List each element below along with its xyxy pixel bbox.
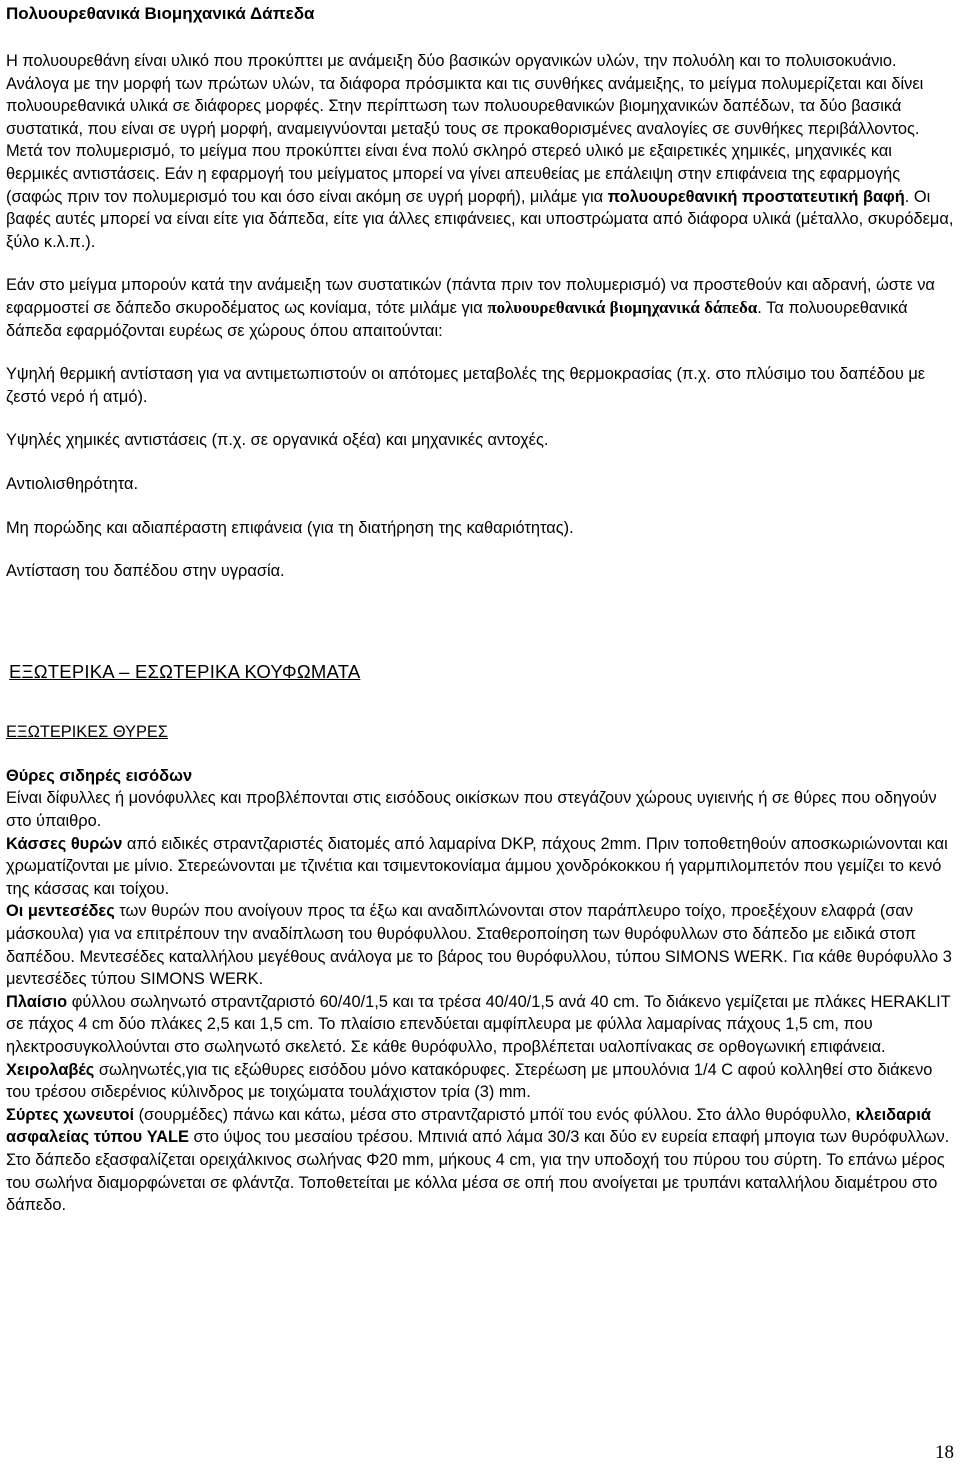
intro-paragraph	[6, 50, 954, 253]
page-number: 18	[935, 1442, 954, 1463]
requirement-item: Μη πορώδης και αδιαπέραστη επιφάνεια (για τη διατήρηση της καθαριότητας).	[6, 518, 574, 537]
frame-text: φύλλου σωληνωτό στραντζαριστό 60/40/1,5 και τα τρέσα 40/40/1,5 ανά 40 cm. Το διάκενο γεμίζεται με πλάκες HERAKLIT σε πάχος 4 cm δύο πλάκες 2,5 και 1,5 cm. Το πλαίσιο επενδύεται αμφίπλευρα με φύλλα λαμαρίνας πάχους 1,5 cm, που ηλεκτροσυγκολλούνται στο σωληνωτό σκελετό. Σε κάθε θυρόφυλλο, προβλέπεται υαλοπίνακας σε ορθογωνική επιφάνεια.	[6, 992, 951, 1056]
bolts-text-1: (σουρμέδες) πάνω και κάτω, μέσα στο στραντζαριστό μπόϊ του ενός φύλλου. Στο άλλο θυρόφυλλο,	[134, 1105, 856, 1124]
doors-heading: Θύρες σιδηρές εισόδων	[6, 766, 193, 785]
frame-term: Πλαίσιο	[6, 992, 68, 1011]
requirement-item: Αντιολισθηρότητα.	[6, 474, 139, 493]
page-title: Πολυουρεθανικά Βιομηχανικά Δάπεδα	[6, 4, 315, 23]
document-page	[6, 0, 954, 1217]
hinges-term: Οι μεντεσέδες	[6, 902, 115, 921]
intro-text-2: . Οι βαφές αυτές μπορεί να είναι είτε για δάπεδα, είτε για άλλες επιφάνειες, και υποστρώματα από διάφορα υλικά (μέταλλο, σκυρόδεμα, ξύλο κ.λ.π.).	[6, 187, 954, 251]
subsection-title: ΕΞΩΤΕΡΙΚΕΣ ΘΥΡΕΣ	[6, 723, 168, 742]
handles-paragraph	[6, 1059, 954, 1104]
requirement-item: Αντίσταση του δαπέδου στην υγρασία.	[6, 562, 285, 581]
doors-intro: Είναι δίφυλλες ή μονόφυλλες και προβλέπονται στις εισόδους οικίσκων που στεγάζουν χώρους υγιεινής ή σε θύρες που οδηγούν στο ύπαιθρο.	[6, 789, 937, 831]
requirement-item: Υψηλή θερμική αντίσταση για να αντιμετωπιστούν οι απότομες μεταβολές της θερμοκρασίας (π.χ. στο πλύσιμο του δαπέδου με ζεστό νερό ή ατμό).	[6, 365, 926, 406]
frame-paragraph	[6, 991, 954, 1059]
intro-bold-term: πολυουρεθανική προστατευτική βαφή	[607, 187, 905, 206]
floors-text-1: Εάν στο μείγμα μπορούν κατά την ανάμειξη των συστατικών (πάντα πριν τον πολυμερισμό) να προστεθούν και αδρανή, ώστε να εφαρμοστεί σε δάπεδο σκυροδέματος ως κονίαμα, τότε μιλάμε για	[6, 276, 935, 317]
frames-paragraph	[6, 833, 954, 901]
handles-term: Χειρολαβές	[6, 1060, 95, 1079]
bolts-term: Σύρτες χωνευτοί	[6, 1105, 135, 1124]
handles-text: σωληνωτές,για τις εξώθυρες εισόδου μόνο κατακόρυφες. Στερέωση με μπουλόνια 1/4 C αφού κολληθεί στο διάκενο του τρέσου σιδερένιος κύλινδρος με τοιχώματα τουλάχιστον τρία (3) mm.	[6, 1060, 933, 1102]
requirement-item: Υψηλές χημικές αντιστάσεις (π.χ. σε οργανικά οξέα) και μηχανικές αντοχές.	[6, 431, 549, 450]
frames-text: από ειδικές στραντζαριστές διατομές από λαμαρίνα DKP, πάχους 2mm. Πριν τοποθετηθούν αποσκωριώνονται και χρωματίζονται με μίνιο. Στερεώνονται με τζινέτια και τσιμεντοκονίαμα άμμου χονδρόκοκκου ή γαρμπιλομπετόν που γεμίζει το κενό της κάσσας και τοίχου.	[6, 834, 948, 898]
hinges-paragraph	[6, 900, 954, 990]
bolts-paragraph	[6, 1104, 954, 1217]
floors-paragraph	[6, 274, 954, 342]
frames-term: Κάσσες θυρών	[6, 834, 123, 853]
floors-bold-term: πολυουρεθανικά βιομηχανικά δάπεδα	[487, 297, 758, 317]
lock-term: κλειδαριά ασφαλείας τύπου YALE	[6, 1105, 931, 1147]
intro-text-1: Η πολυουρεθάνη είναι υλικό που προκύπτει με ανάμειξη δύο βασικών οργανικών υλών, την πολυόλη και το πολυισοκυάνιο. Ανάλογα με την μορφή των πρώτων υλών, τα διάφορα πρόσμικτα και τις συνθήκες ανάμειξης, το μείγμα πολυμερίζεται και δίνει πολυουρεθανικά υλικά σε διάφορες μορφές. Στην περίπτωση των πολυουρεθανικών βιομηχανικών δαπέδων, τα δύο βασικά συστατικά, που είναι σε υγρή μορφή, αναμειγνύονται μεταξύ τους σε προκαθορισμένες αναλογίες σε συνθήκες περιβάλλοντος. Μετά τον πολυμερισμό, το μείγμα που προκύπτει είναι ένα πολύ σκληρό στερεό υλικό με εξαιρετικές χημικές, μηχανικές και θερμικές αντιστάσεις. Εάν η εφαρμογή του μείγματος μπορεί να γίνει απευθείας με επάλειψη στην επιφάνεια της εφαρμογής (σαφώς πριν τον πολυμερισμό του και όσο είναι ακόμη σε υγρή μορφή), μιλάμε για	[6, 52, 924, 206]
section-title: ΕΞΩΤΕΡΙΚΑ – ΕΣΩΤΕΡΙΚΑ ΚΟΥΦΩΜΑΤΑ	[9, 660, 361, 682]
floors-text-2: . Τα πολυουρεθανικά δάπεδα εφαρμόζονται ευρέως σε χώρους όπου απαιτούνται:	[6, 298, 908, 340]
bolts-text-2: στο ύψος του μεσαίου τρέσου. Μπινιά από λάμα 30/3 και δύο εν ευρεία επαφή μπογια των θυρόφυλλων. Στο δάπεδο εξασφαλίζεται ορειχάλκινος σωλήνας Φ20 mm, μήκους 4 cm, για την υποδοχή του πύρου του σύρτη. Το επάνω μέρος του σωλήνα διαμορφώνεται σε φλάντζα. Τοποθετείται με κόλλα μέσα σε οπή που ανοίγεται με τρυπάνι καταλλήλου διαμέτρου στο δάπεδο.	[6, 1128, 950, 1215]
hinges-text: των θυρών που ανοίγουν προς τα έξω και αναδιπλώνονται στον παράπλευρο τοίχο, προεξέχουν ελαφρά (σαν μάσκουλα) για να επιτρέπουν την αναδίπλωση του θυρόφυλλου. Σταθεροποίηση των θυρόφυλλων στο δάπεδο με ειδικά στοπ δαπέδου. Μεντεσέδες καταλλήλου μεγέθους ανάλογα με το βάρος του θυρόφυλλου, τύπου SIMONS WERK. Για κάθε θυρόφυλλο 3 μεντεσέδες τύπου SIMONS WERK.	[6, 902, 952, 989]
